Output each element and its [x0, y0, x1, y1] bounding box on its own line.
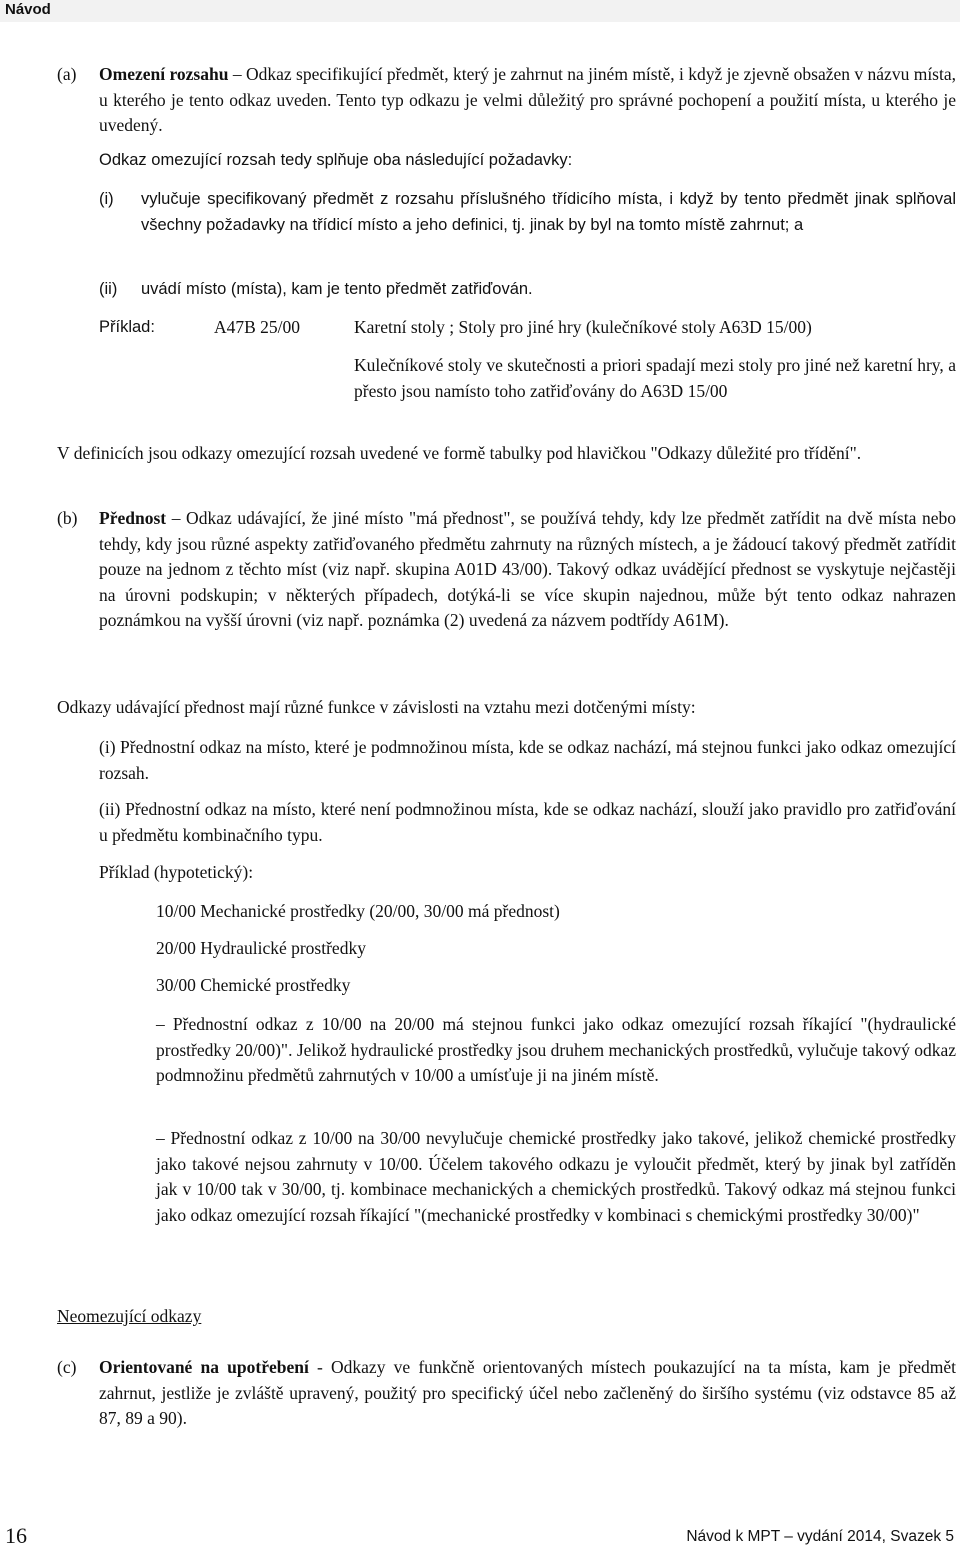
requirement-ii-marker: (ii) — [99, 280, 118, 298]
page-title: Návod — [5, 1, 51, 18]
example-title: Karetní stoly ; Stoly pro jiné hry (kulečníkové stoly A63D 15/00) — [354, 317, 812, 337]
section-a-marker: (a) — [57, 64, 77, 84]
hypothetical-example-label: Příklad (hypotetický): — [99, 862, 254, 882]
section-b-term: Přednost — [99, 508, 167, 528]
example-label: Příklad: — [99, 318, 155, 336]
non-limiting-heading: Neomezující odkazy — [57, 1306, 202, 1326]
example-code: A47B 25/00 — [214, 317, 301, 337]
footer-reference: Návod k MPT – vydání 2014, Svazek 5 — [686, 1528, 954, 1545]
page-header — [0, 0, 960, 22]
example-explanation-1: – Přednostní odkaz z 10/00 na 20/00 má stejnou funkci jako odkaz omezující rozsah říkající "(hydraulické prostředky 20/00)". Jelikož hydraulické prostředky jsou druhem mechanických prostředků, vylučuje takový odkaz podmnožinu předmětů zahrnutých v 10/00 a umísťuje ji na jiném místě. — [156, 1014, 956, 1085]
function-ii: (ii) Přednostní odkaz na místo, které není podmnožinou místa, kde se odkaz nachází, slouží jako pravidlo pro zatřiďování u předmětu kombinačního typu. — [99, 799, 956, 845]
example-line: 20/00 Hydraulické prostředky — [156, 938, 366, 958]
functions-intro: Odkazy udávající přednost mají různé funkce v závislosti na vztahu mezi dotčenými místy: — [57, 697, 696, 717]
requirement-i-marker: (i) — [99, 190, 114, 208]
function-i: (i) Přednostní odkaz na místo, které je podmnožinou místa, kde se odkaz nachází, má stejnou funkci jako odkaz omezující rozsah. — [99, 737, 956, 783]
example-note: Kulečníkové stoly ve skutečnosti a priori spadají mezi stoly pro jiné než karetní hry, a přesto jsou namísto toho zatřiďovány do A63D 15/00 — [354, 355, 956, 401]
section-c-text: - Odkazy ve funkčně orientovaných místech poukazující na ta místa, kam je předmět zahrnut, jestliže je zvláště upravený, použitý pro specifický účel nebo začleněný do širšího systému (viz odstavce 85 až 87, 89 a 90). — [99, 1357, 956, 1428]
requirements-intro: Odkaz omezující rozsah tedy splňuje oba následující požadavky: — [99, 151, 573, 169]
example-line: 30/00 Chemické prostředky — [156, 975, 351, 995]
section-c-paragraph — [99, 1355, 956, 1432]
section-b-text: – Odkaz udávající, že jiné místo "má přednost", se používá tehdy, kdy lze předmět zatřídit na dvě místa nebo tehdy, kdy jsou různé aspekty zatřiďovaného předmětu zahrnuty na různých místech, a je žádoucí takový předmět zatřídit pouze na jednom z těchto míst (viz např. skupina A01D 43/00). Takový odkaz uvádějící přednost se vyskytuje nejčastěji na úrovni podskupin; v některých případech, dotýká-li se více skupin najednou, může být tento odkaz nahrazen poznámkou na vyšší úrovni (viz např. poznámka (2) uvedená za názvem podtřídy A61M). — [99, 508, 956, 630]
section-c-marker: (c) — [57, 1357, 77, 1377]
section-c-term: Orientované na upotřebení — [99, 1357, 309, 1377]
requirement-ii-text: uvádí místo (místa), kam je tento předmět zatřiďován. — [141, 280, 533, 298]
section-a-paragraph — [99, 62, 956, 139]
example-explanation-2: – Přednostní odkaz z 10/00 na 30/00 nevylučuje chemické prostředky jako takové, jelikož chemické prostředky jako takové nejsou zahrnuty v 10/00. Účelem takového odkazu je vyloučit předmět, který by jinak byl zatříděn jak v 10/00 tak v 30/00, tj. kombinace mechanických a chemických prostředků. Takový odkaz má stejnou funkci jako odkaz omezující rozsah říkající "(mechanické prostředky v kombinaci s chemickými prostředky 30/00)" — [156, 1128, 956, 1225]
section-b-marker: (b) — [57, 508, 78, 528]
page-number: 16 — [5, 1523, 27, 1548]
requirement-i-text: vylučuje specifikovaný předmět z rozsahu příslušného třídicího místa, i když by tento předmět jinak splňoval všechny požadavky na třídicí místo a jeho definici, tj. jinak by byl na tomto místě zahrnut; a — [141, 190, 956, 234]
definitions-note: V definicích jsou odkazy omezující rozsah uvedené ve formě tabulky pod hlavičkou "Odkazy důležité pro třídění". — [57, 443, 862, 463]
example-line: 10/00 Mechanické prostředky (20/00, 30/00 má přednost) — [156, 901, 560, 921]
section-b-paragraph — [99, 506, 956, 634]
section-a-text: – Odkaz specifikující předmět, který je zahrnut na jiném místě, i když je zjevně obsažen v názvu místa, u kterého je tento odkaz uveden. Tento typ odkazu je velmi důležitý pro správné pochopení a použití místa, u kterého je uvedený. — [99, 64, 956, 135]
section-a-term: Omezení rozsahu — [99, 64, 229, 84]
